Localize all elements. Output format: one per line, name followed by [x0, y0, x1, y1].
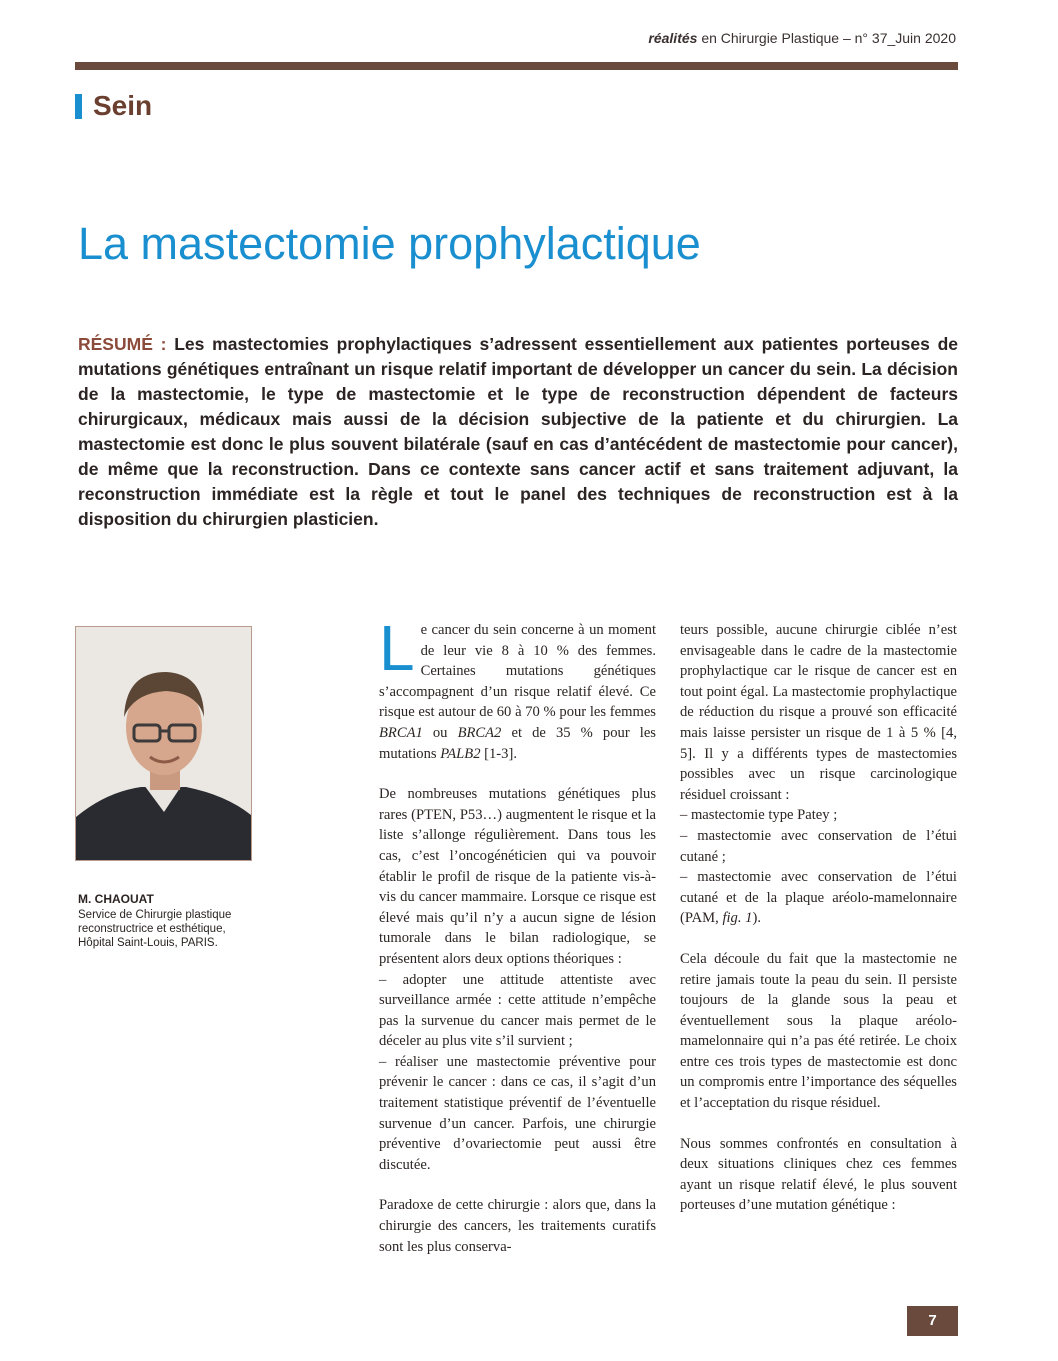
paragraph: Cela découle du fait que la mastectomie ne retire jamais toute la peau du sein. Il persiste toujours de la glande sous la peau et éventuellement sous la plaque aréolo-mamelonnaire qui n’a pas été retirée. Le choix entre ces trois types de mastectomie est donc un compromis entre l’importance des séquelles et l’acceptation du risque résiduel.: [680, 950, 957, 1112]
author-affiliation-line-3: Hôpital Saint-Louis, PARIS.: [78, 937, 218, 949]
gene-name: PALB2: [440, 745, 481, 762]
author-photo: [75, 626, 252, 861]
list-item: – adopter une attitude attentiste avec surveillance armée : cette attitude n’empêche pas la survenue du cancer mais permet de le déceler au plus vite s’il survient ;: [379, 971, 656, 1050]
body-column-2: [680, 620, 957, 1236]
list-item: [680, 867, 957, 929]
paragraph: teurs possible, aucune chirurgie ciblée n’est envisageable dans le cadre de la mastectomie prophylactique car le risque de cancer est en tout point égal. La mastectomie prophylactique de réduction du risque a prouvé son efficacité mais laisse persister un risque de 1 à 5 % [4, 5]. Il y a différents types de mastectomies possibles avec un risque carcinologique résiduel croissant :: [680, 622, 957, 803]
page-number: 7: [907, 1306, 958, 1336]
abstract-keyword: RÉSUMÉ :: [78, 334, 167, 354]
section-heading: [75, 90, 152, 122]
author-info: [78, 892, 268, 950]
text-run: et de 35 % pour les mutations: [379, 724, 656, 762]
gene-name: BRCA1: [379, 724, 423, 741]
paragraph: Paradoxe de cette chirurgie : alors que, dans la chirurgie des cancers, les traitements curatifs sont les plus conserva-: [379, 1197, 656, 1255]
list-item: – mastectomie type Patey ;: [680, 807, 838, 824]
paragraph: De nombreuses mutations génétiques plus rares (PTEN, P53…) augmentent le risque et la liste s’allonge régulièrement. Dans tous les cas, c’est l’oncogénéticien qui va pouvoir établir le profil de risque de la patiente vis-à-vis du cancer mammaire. Lorsque ce risque est élevé mais qu’il n’y a aucun signe de lésion tumorale dans le bilan radiologique, se présentent alors deux options théoriques :: [379, 786, 656, 967]
figure-reference[interactable]: fig. 1: [722, 910, 753, 927]
body-column-1: [379, 612, 656, 1277]
text-run: ).: [752, 910, 761, 927]
section-label: Sein: [93, 90, 153, 121]
drop-cap: L: [379, 612, 415, 684]
gene-name: BRCA2: [457, 724, 502, 741]
author-portrait-image: [76, 627, 251, 860]
paragraph: [379, 612, 656, 764]
abstract: [78, 332, 958, 532]
author-affiliation-line-2: reconstructrice et esthétique,: [78, 923, 226, 935]
journal-name: réalités: [648, 30, 698, 46]
author-affiliation-line-1: Service de Chirurgie plastique: [78, 909, 232, 921]
text-run: ou: [422, 724, 458, 741]
section-marker: [75, 94, 82, 119]
issue-info: en Chirurgie Plastique – n° 37_Juin 2020: [697, 30, 956, 46]
text-run: [1-3].: [480, 745, 517, 762]
author-name: M. CHAOUAT: [78, 892, 154, 906]
article-title: La mastectomie prophylactique: [78, 218, 701, 270]
paragraph: Nous sommes confrontés en consultation à deux situations cliniques chez ces femmes ayant un risque relatif élevé, le plus souvent porteuses d’une mutation génétique :: [680, 1135, 957, 1214]
text-run: – mastectomie avec conservation de l’étui cutané et de la plaque aréolo-mamelonnaire (PAM,: [680, 869, 957, 927]
header-rule: [75, 62, 958, 70]
text-run: e cancer du sein concerne à un moment de leur vie 8 à 10 % des femmes. Certaines mutations génétiques s’accompagnent d’un risque relatif élevé. Ce risque est autour de 60 à 70 % pour les femmes: [379, 622, 656, 721]
abstract-text: Les mastectomies prophylactiques s’adressent essentiellement aux patientes porteuses de mutations génétiques entraînant un risque relatif important de développer un cancer du sein. La décision de la mastectomie, le type de mastectomie et le type de reconstruction dépendent de facteurs chirurgicaux, médicaux mais aussi de la décision subjective de la patiente et du chirurgien. La mastectomie est donc le plus souvent bilatérale (sauf en cas d’antécédent de mastectomie pour cancer), de même que la reconstruction. Dans ce contexte sans cancer actif et sans traitement adjuvant, la reconstruction immédiate est la règle et tout le panel des techniques de reconstruction est à la disposition du chirurgien plasticien.: [78, 334, 958, 529]
running-header: [648, 30, 956, 46]
list-item: – mastectomie avec conservation de l’étui cutané ;: [680, 827, 957, 865]
list-item: – réaliser une mastectomie préventive pour prévenir le cancer : dans ce cas, il s’agit d’un traitement statistique préventif de l’éventuelle survenue d’un cancer. Parfois, une chirurgie préventive d’ovariectomie peut aussi être discutée.: [379, 1053, 656, 1173]
